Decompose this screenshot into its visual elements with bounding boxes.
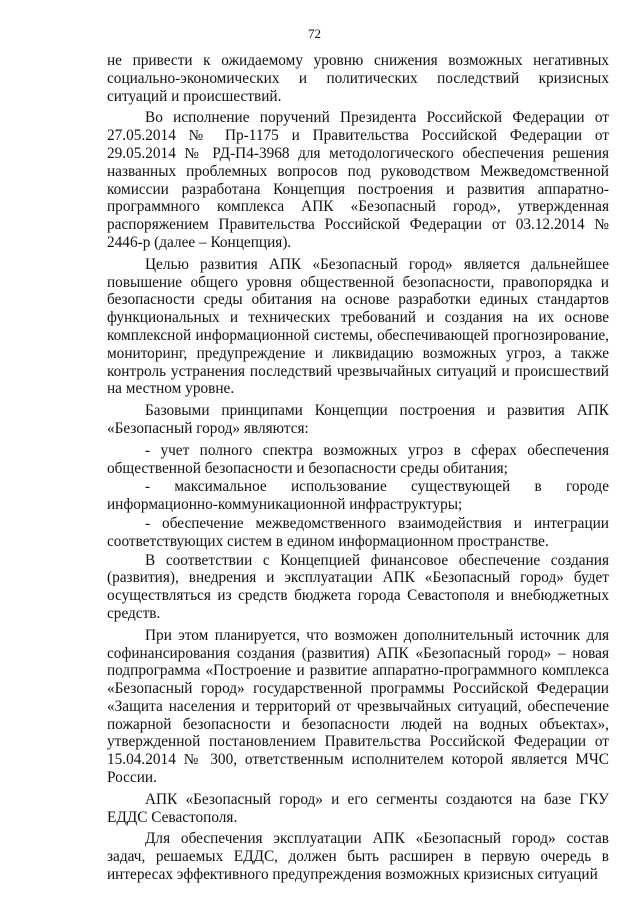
- principle-item: - максимальное использование существующей в городе информационно-коммуникационной инфраструктуры;: [107, 478, 609, 514]
- paragraph-goal: Целью развития АПК «Безопасный город» является дальнейшее повышение общего уровня общественной безопасности, правопорядка и безопасности среды обитания на основе разработки единых стандартов функциональных и технических требований и создания на их основе комплексной информационной системы, обеспечивающей прогнозирование, мониторинг, предупреждение и ликвидацию возможных угроз, а также контроль устранения последствий чрезвычайных ситуаций и происшествий на местном уровне.: [107, 255, 609, 398]
- page-number: 72: [308, 26, 321, 41]
- paragraph-segments: АПК «Безопасный город» и его сегменты создаются на базе ГКУ ЕДДС Севастополя.: [107, 790, 609, 826]
- principle-item: - обеспечение межведомственного взаимодействия и интеграции соответствующих систем в едином информационном пространстве.: [107, 514, 609, 550]
- body-text: [107, 52, 609, 888]
- paragraph-continuation: не привести к ожидаемому уровню снижения возможных негативных социально-экономических и политических последствий кризисных ситуаций и происшествий.: [107, 52, 609, 105]
- principle-item: - учет полного спектра возможных угроз в сферах обеспечения общественной безопасности и безопасности среды обитания;: [107, 441, 609, 477]
- paragraph-additional-source: При этом планируется, что возможен дополнительный источник для софинансирования создания (развития) АПК «Безопасный город» – новая подпрограмма «Построение и развитие аппаратно-программного комплекса «Безопасный город» государственной программы Российской Федерации «Защита населения и территорий от чрезвычайных ситуаций, обеспечение пожарной безопасности и безопасности людей на водных объектах», утвержденной постановлением Правительства Российской Федерации от 15.04.2014 № 300, ответственным исполнителем которой является МЧС России.: [107, 626, 609, 787]
- paragraph-operation-tasks: Для обеспечения эксплуатации АПК «Безопасный город» состав задач, решаемых ЕДДС, должен быть расширен в первую очередь в интересах эффективного предупреждения возможных кризисных ситуаций: [107, 830, 609, 884]
- paragraph-principles-intro: Базовыми принципами Концепции построения и развития АПК «Безопасный город» являются:: [107, 402, 609, 437]
- paragraph-financing: В соответствии с Концепцией финансовое обеспечение создания (развития), внедрения и эксплуатации АПК «Безопасный город» будет осуществляться из средств бюджета города Севастополя и внебюджетных средств.: [107, 551, 609, 622]
- paragraph-concept-development: Во исполнение поручений Президента Российской Федерации от 27.05.2014 № Пр-1175 и Правительства Российской Федерации от 29.05.2014 № РД-П4-3968 для методологического обеспечения решения названных проблемных вопросов под руководством Межведомственной комиссии разработана Концепция построения и развития аппаратно-программного комплекса АПК «Безопасный город», утвержденная распоряжением Правительства Российской Федерации от 03.12.2014 № 2446-р (далее – Концепция).: [107, 109, 609, 251]
